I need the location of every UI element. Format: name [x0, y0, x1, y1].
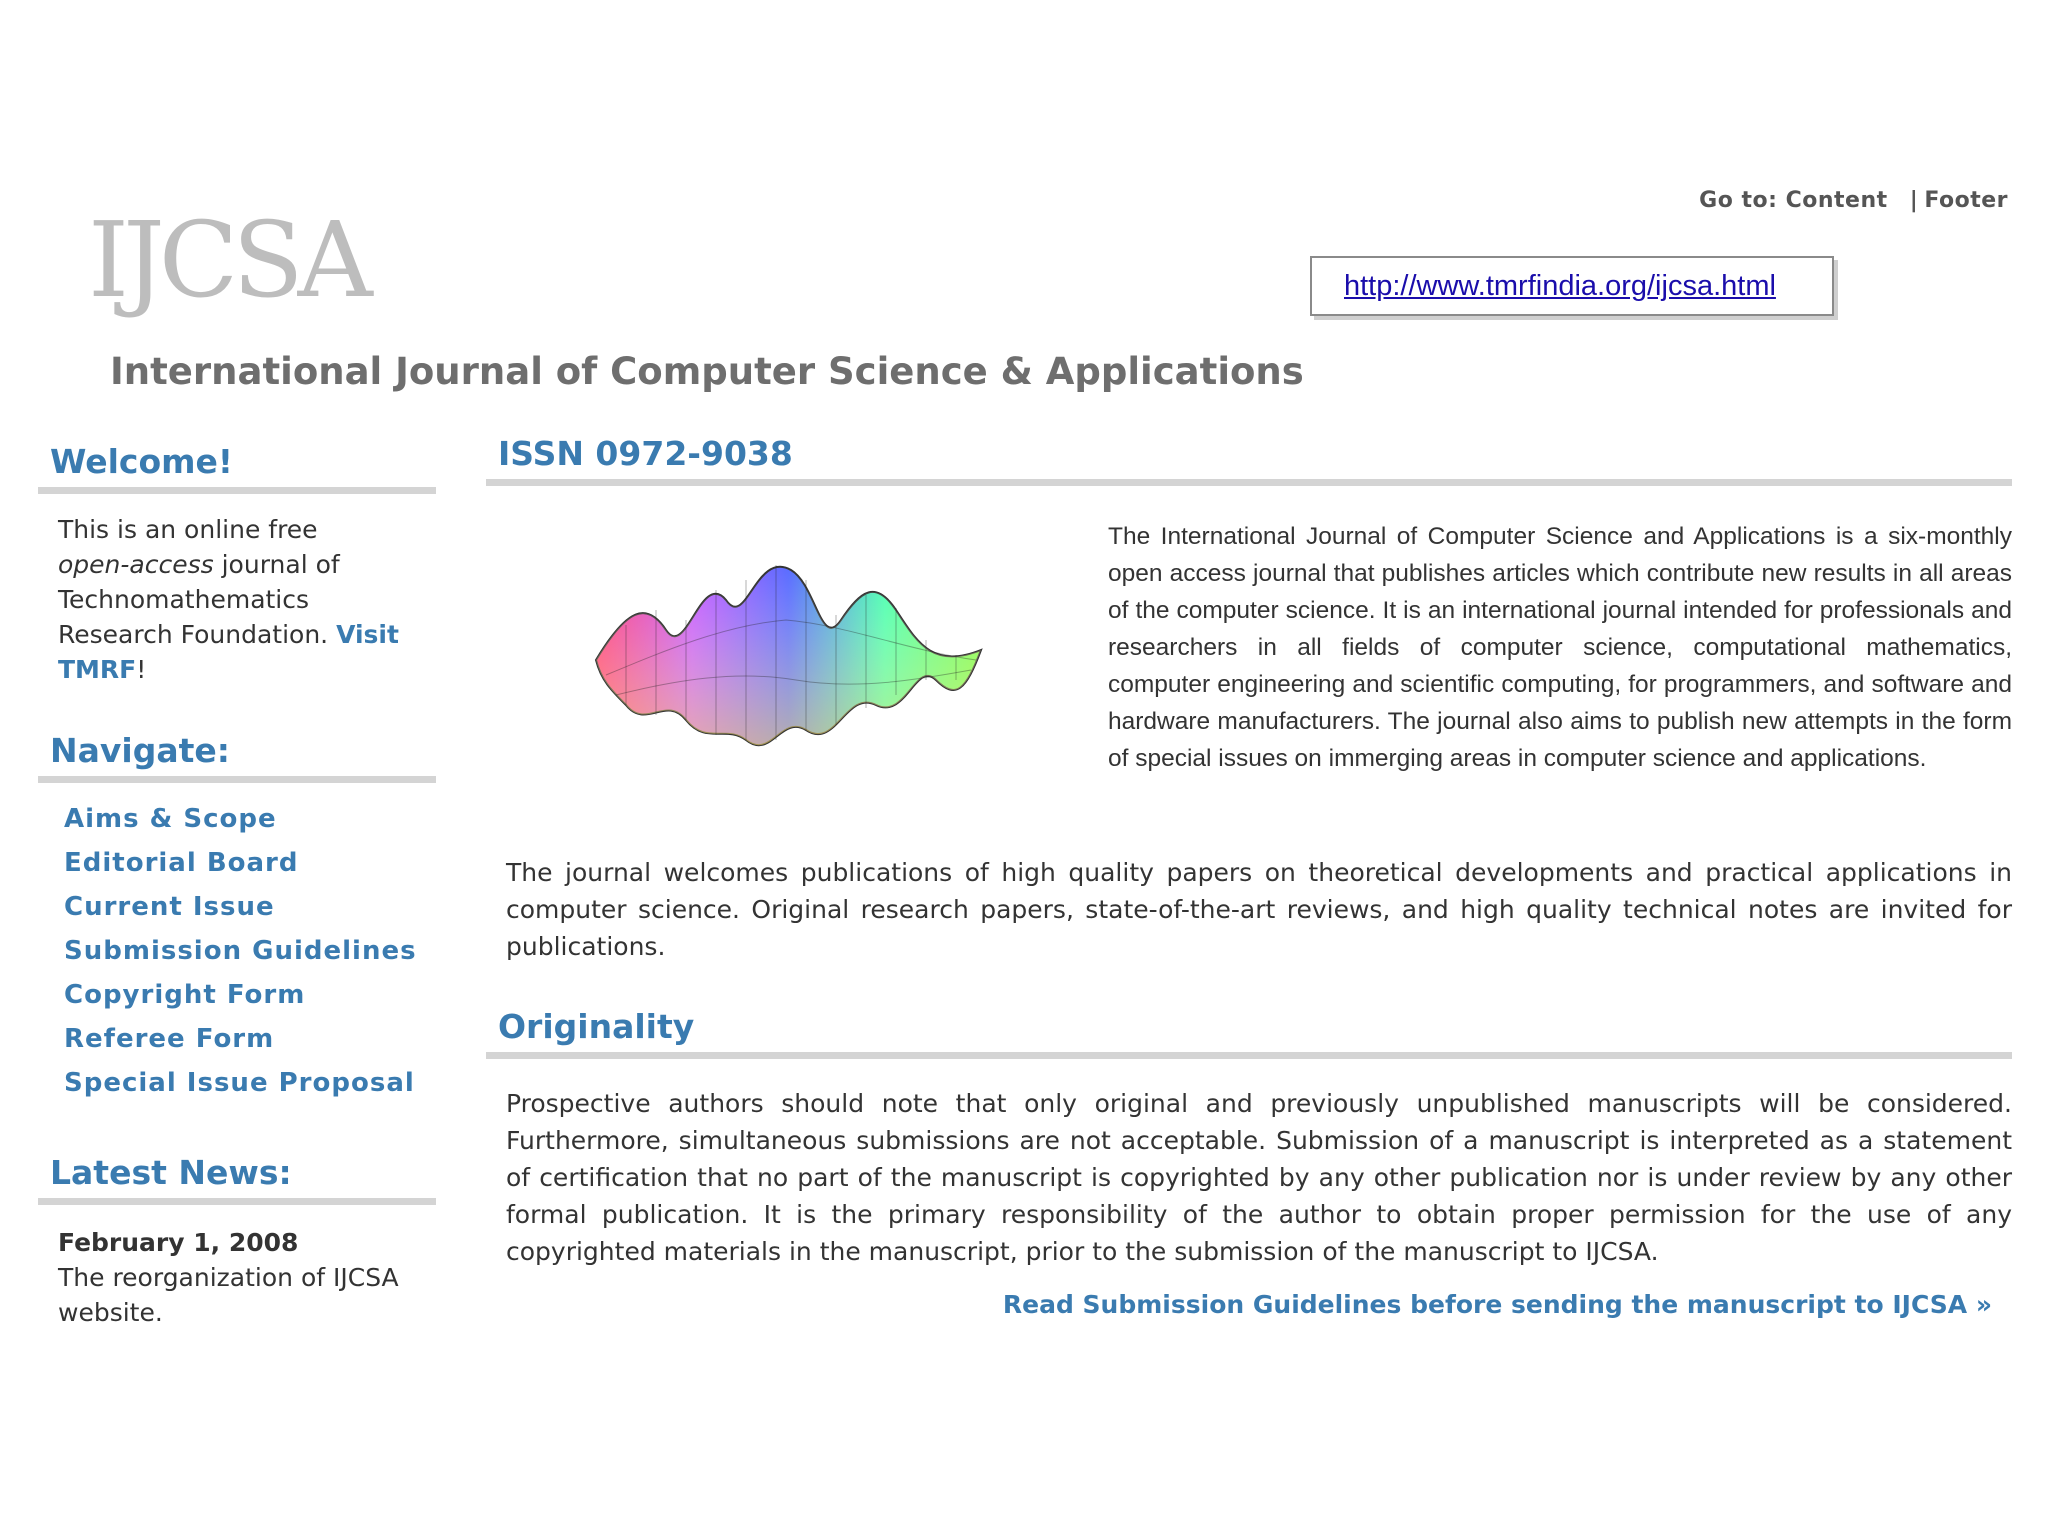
journal-url-link[interactable]: http://www.tmrfindia.org/ijcsa.html [1344, 270, 1776, 302]
sidebar [38, 432, 436, 1330]
news-date: February 1, 2008 [58, 1228, 299, 1257]
goto-bar [1699, 188, 2008, 213]
issn-heading: ISSN 0972-9038 [486, 428, 2012, 486]
welcome-text [38, 494, 436, 687]
open-access-text: open-access [58, 550, 214, 579]
nav-editorial-board[interactable]: Editorial Board [64, 848, 299, 878]
visit-tmrf-link[interactable]: Visit TMRF [58, 620, 399, 684]
welcome-line-4: Research Foundation. [58, 620, 337, 649]
nav-referee-form[interactable]: Referee Form [64, 1024, 275, 1054]
goto-footer-link[interactable]: Footer [1924, 188, 2008, 213]
url-box [1310, 256, 1834, 316]
nav-submission-guidelines[interactable]: Submission Guidelines [64, 936, 417, 966]
originality-paragraph: Prospective authors should note that only original and previously unpublished manuscripts will be considered. Furthermore, simultaneous submissions are not acceptable. Submission of a manuscript is interpreted as a statement of certification that no part of the manuscript is copyrighted by any other publication nor is under review by any other formal publication. It is the primary responsibility of the author to obtain proper permission for the use of any copyrighted materials in the manuscript, prior to the submission of the manuscript to IJCSA. [506, 1089, 2012, 1266]
main-content [486, 428, 2012, 1319]
nav-copyright-form[interactable]: Copyright Form [64, 980, 306, 1010]
originality-heading: Originality [486, 1001, 2012, 1059]
navigate-heading: Navigate: [38, 721, 436, 783]
welcome-line-2: journal of [213, 550, 340, 579]
nav-aims-scope[interactable]: Aims & Scope [64, 804, 277, 834]
welcome-line-3: Technomathematics [58, 585, 310, 614]
welcome-end: ! [136, 655, 147, 684]
goto-separator: | [1909, 188, 1919, 213]
nav-list [38, 783, 436, 1105]
news-item [38, 1205, 436, 1330]
welcome-heading: Welcome! [38, 432, 436, 494]
intro-section [486, 486, 2012, 854]
read-guidelines-link[interactable]: Read Submission Guidelines before sending the manuscript to IJCSA » [1002, 1290, 1992, 1319]
site-logo: IJCSA [88, 199, 367, 321]
news-heading: Latest News: [38, 1143, 436, 1205]
news-text: The reorganization of IJCSA website. [58, 1263, 399, 1327]
site-subtitle: International Journal of Computer Science & Applications [110, 350, 1304, 393]
welcome-paragraph: The journal welcomes publications of high quality papers on theoretical developments and practical applications in computer science. Original research papers, state-of-the-art reviews, and high quality technical notes are invited for publications. [506, 858, 2012, 961]
intro-text: The International Journal of Computer Science and Applications is a six-monthly open access journal that publishes articles which contribute new results in all areas of the computer science. It is an international journal intended for professionals and researchers in all fields of computer science, computational mathematics, computer engineering and scientific computing, for programmers, and software and hardware manufacturers. The journal also aims to publish new attempts in the form of special issues on immerging areas in computer science and applications. [1108, 523, 2012, 772]
welcome-line-1: This is an online free [58, 515, 318, 544]
nav-current-issue[interactable]: Current Issue [64, 892, 275, 922]
nav-special-issue-proposal[interactable]: Special Issue Proposal [64, 1068, 415, 1098]
goto-content-link[interactable]: Content [1785, 188, 1888, 213]
goto-prefix: Go to: [1699, 188, 1778, 213]
surface-plot-icon [586, 530, 1006, 780]
